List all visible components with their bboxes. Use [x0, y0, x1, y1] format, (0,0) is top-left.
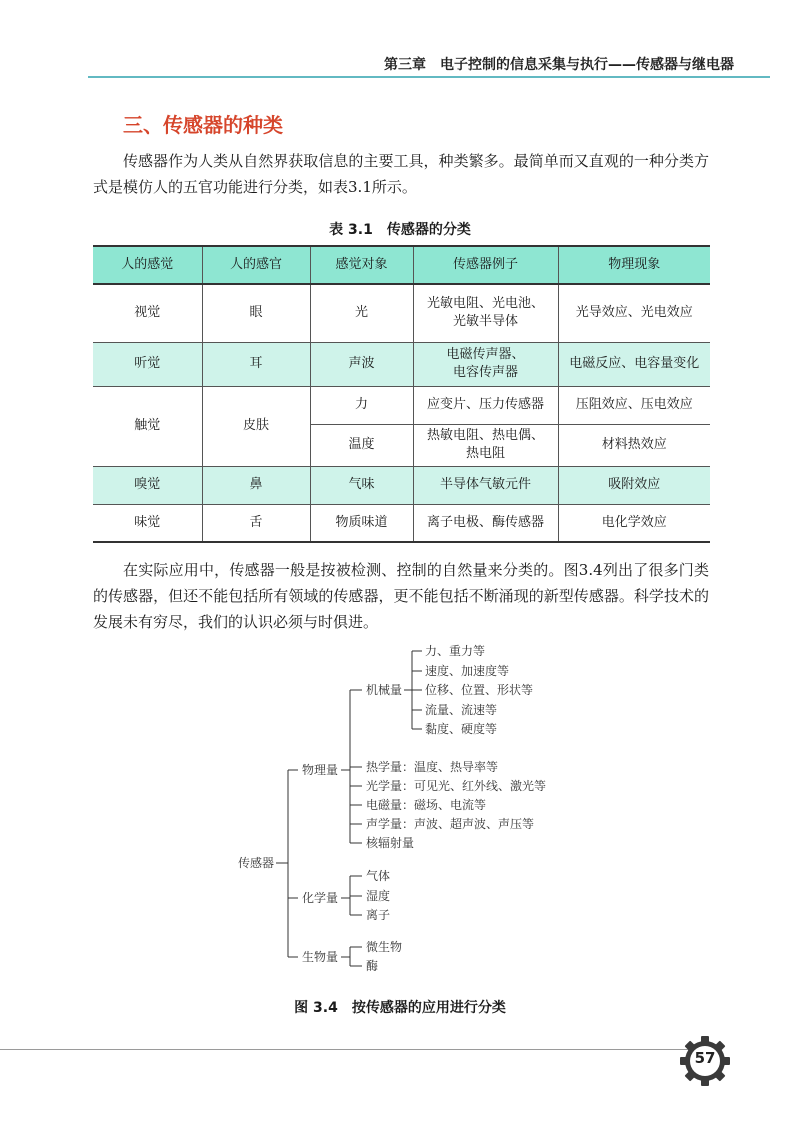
- cell-object: 温度: [310, 424, 413, 466]
- cell-example: 离子电极、酶传感器: [413, 504, 558, 542]
- tree-leaf: 流量、流速等: [425, 703, 498, 717]
- body-paragraph: 在实际应用中，传感器一般是按被检测、控制的自然量来分类的。图3.4列出了很多门类的传感器，但还不能包括所有领域的传感器，更不能包括不断涌现的新型传感器。科学技术的发展未有穷尽，我们的认识必须与时俱进。: [93, 561, 709, 631]
- tree-leaf: 核辐射量: [366, 836, 415, 850]
- tree-root-label: 传感器: [238, 856, 275, 870]
- page-number: 57: [694, 1049, 716, 1067]
- header-cell: 人的感官: [202, 246, 310, 284]
- cell-object: 声波: [310, 342, 413, 386]
- example-line: 热电阻: [465, 446, 505, 461]
- tree-leaf: 黏度、硬度等: [425, 722, 498, 736]
- cell-organ: 眼: [202, 284, 310, 342]
- cell-organ: 皮肤: [202, 386, 310, 466]
- figure-caption-number: 图 3.4: [294, 1000, 338, 1016]
- table-caption-number: 表 3.1: [329, 222, 373, 238]
- cell-sense: 触觉: [93, 386, 202, 466]
- example-line: 热敏电阻、热电偶、: [426, 428, 544, 443]
- cell-sense: 嗅觉: [93, 466, 202, 504]
- header-cell: 物理现象: [558, 246, 710, 284]
- cell-example: 半导体气敏元件: [413, 466, 558, 504]
- tree-leaf: 声学量：声波、超声波、声压等: [366, 817, 535, 831]
- cell-phenomenon: 吸附效应: [558, 466, 710, 504]
- header-cell: 传感器例子: [413, 246, 558, 284]
- tree-leaf: 微生物: [366, 940, 403, 954]
- tree-leaf: 力、重力等: [425, 644, 486, 658]
- cell-object: 气味: [310, 466, 413, 504]
- cell-organ: 舌: [202, 504, 310, 542]
- cell-organ: 耳: [202, 342, 310, 386]
- tree-biological-label: 生物量: [302, 950, 339, 964]
- footer-divider: [0, 1049, 690, 1050]
- tree-leaf: 速度、加速度等: [425, 664, 510, 678]
- example-line: 电磁传声器、: [446, 347, 525, 362]
- cell-phenomenon: 材料热效应: [558, 424, 710, 466]
- cell-phenomenon: 光导效应、光电效应: [558, 284, 710, 342]
- section-title: 三、传感器的种类: [123, 113, 283, 137]
- cell-phenomenon: 电化学效应: [558, 504, 710, 542]
- example-line: 光敏电阻、光电池、: [426, 296, 544, 312]
- tree-leaf: 离子: [366, 908, 391, 922]
- example-line: 光敏半导体: [452, 314, 518, 330]
- cell-object: 力: [310, 386, 413, 424]
- cell-sense: 听觉: [93, 342, 202, 386]
- cell-phenomenon: 压阻效应、压电效应: [558, 386, 710, 424]
- table-caption-title: 传感器的分类: [386, 222, 471, 238]
- tree-leaf: 气体: [366, 869, 391, 883]
- figure-caption-title: 按传感器的应用进行分类: [351, 1000, 506, 1016]
- example-line: 电容传声器: [452, 365, 518, 380]
- tree-leaf: 湿度: [366, 889, 391, 903]
- intro-paragraph: 传感器作为人类从自然界获取信息的主要工具，种类繁多。最简单而又直观的一种分类方式是模仿人的五官功能进行分类，如表3.1所示。: [93, 152, 709, 196]
- cell-example: 应变片、压力传感器: [413, 386, 558, 424]
- cell-sense: 视觉: [93, 284, 202, 342]
- tree-leaf: 位移、位置、形状等: [425, 683, 534, 697]
- tree-leaf: 光学量：可见光、红外线、激光等: [366, 779, 547, 793]
- cell-organ: 鼻: [202, 466, 310, 504]
- tree-leaf: 电磁量：磁场、电流等: [366, 798, 487, 812]
- tree-chemical-label: 化学量: [302, 891, 339, 905]
- tree-leaf: 酶: [366, 959, 379, 973]
- cell-sense: 味觉: [93, 504, 202, 542]
- cell-phenomenon: 电磁反应、电容量变化: [558, 342, 710, 386]
- cell-object: 物质味道: [310, 504, 413, 542]
- tree-physical-label: 物理量: [302, 763, 339, 777]
- header-cell: 人的感觉: [93, 246, 202, 284]
- tree-mechanical-label: 机械量: [366, 683, 403, 697]
- tree-leaf: 热学量：温度、热导率等: [366, 760, 499, 774]
- header-cell: 感觉对象: [310, 246, 413, 284]
- cell-object: 光: [310, 284, 413, 342]
- figure-caption: [0, 997, 800, 1017]
- chapter-header: 第三章 电子控制的信息采集与执行——传感器与继电器: [384, 57, 734, 73]
